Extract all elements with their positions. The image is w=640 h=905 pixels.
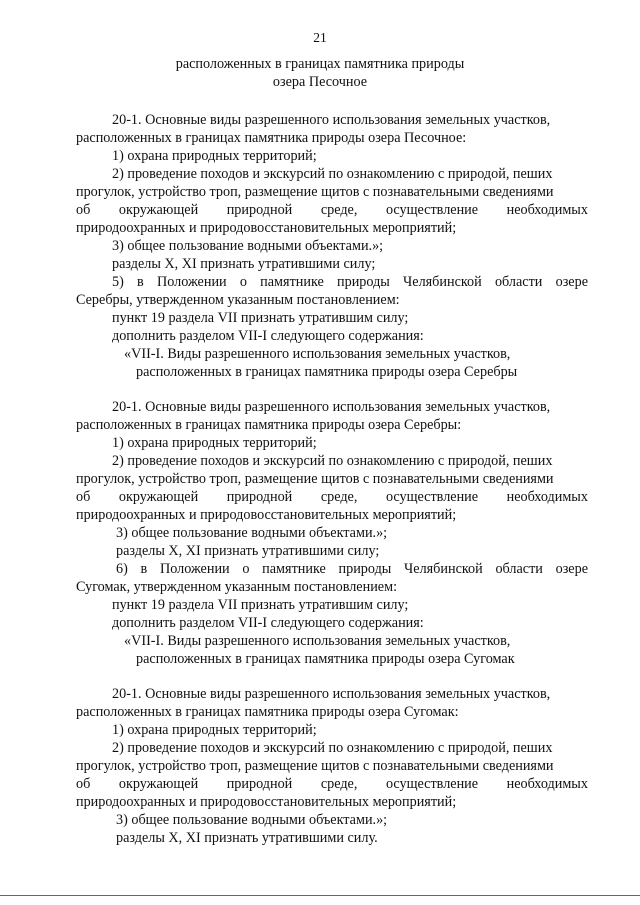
document-line: 3) общее пользование водными объектами.»; (116, 525, 388, 541)
document-line: об окружающей природной среде, осуществление необходимых (76, 489, 588, 505)
document-line: 5) в Положении о памятнике природы Челябинской области озере (112, 274, 588, 290)
document-line: 3) общее пользование водными объектами.»; (112, 238, 384, 254)
document-line: расположенных в границах памятника природы озера Серебры: (76, 417, 462, 433)
document-line: Сугомак, утвержденном указанным постановлением: (76, 579, 398, 595)
document-line: прогулок, устройство троп, размещение щитов с познавательными сведениями (76, 758, 554, 774)
document-line: об окружающей природной среде, осуществление необходимых (76, 776, 588, 792)
document-line: разделы X, XI признать утратившими силу; (116, 543, 380, 559)
document-line: расположенных в границах памятника природы озера Песочное: (76, 130, 467, 146)
document-line: прогулок, устройство троп, размещение щитов с познавательными сведениями (76, 184, 554, 200)
document-line: природоохранных и природовосстановительных мероприятий; (76, 794, 457, 810)
document-line: дополнить разделом VII-I следующего содержания: (112, 615, 424, 631)
document-line: разделы X, XI признать утратившими силу; (112, 256, 376, 272)
document-line: 6) в Положении о памятнике природы Челябинской области озере (116, 561, 588, 577)
document-line: расположенных в границах памятника природы озера Сугомак (136, 651, 515, 667)
document-line: 1) охрана природных территорий; (112, 435, 317, 451)
document-line: 1) охрана природных территорий; (112, 148, 317, 164)
document-line: 20-1. Основные виды разрешенного использования земельных участков, (112, 686, 551, 702)
document-line: об окружающей природной среде, осуществление необходимых (76, 202, 588, 218)
document-line: 2) проведение походов и экскурсий по ознакомлению с природой, пеших (112, 453, 553, 469)
page-number: 21 (313, 30, 327, 45)
document-line: дополнить разделом VII-I следующего содержания: (112, 328, 424, 344)
document-line: Серебры, утвержденном указанным постановлением: (76, 292, 400, 308)
document-line: 20-1. Основные виды разрешенного использования земельных участков, (112, 399, 551, 415)
document-line: пункт 19 раздела VII признать утратившим силу; (112, 310, 409, 326)
document-line: 2) проведение походов и экскурсий по ознакомлению с природой, пеших (112, 166, 553, 182)
document-line: 20-1. Основные виды разрешенного использования земельных участков, (112, 112, 551, 128)
document-line: «VII-I. Виды разрешенного использования земельных участков, (124, 346, 511, 362)
page-bottom-rule (0, 895, 640, 896)
document-line: расположенных в границах памятника природы озера Серебры (136, 364, 518, 380)
document-line: пункт 19 раздела VII признать утратившим силу; (112, 597, 409, 613)
document-line: прогулок, устройство троп, размещение щитов с познавательными сведениями (76, 471, 554, 487)
document-line: 3) общее пользование водными объектами.»; (116, 812, 388, 828)
document-line: природоохранных и природовосстановительных мероприятий; (76, 507, 457, 523)
document-line: «VII-I. Виды разрешенного использования земельных участков, (124, 633, 511, 649)
document-line: 2) проведение походов и экскурсий по ознакомлению с природой, пеших (112, 740, 553, 756)
document-line: озера Песочное (272, 74, 368, 90)
document-line: расположенных в границах памятника природы (175, 56, 465, 72)
document-line: расположенных в границах памятника природы озера Сугомак: (76, 704, 459, 720)
document-line: разделы X, XI признать утратившими силу. (116, 830, 378, 846)
document-line: природоохранных и природовосстановительных мероприятий; (76, 220, 457, 236)
document-line: 1) охрана природных территорий; (112, 722, 317, 738)
